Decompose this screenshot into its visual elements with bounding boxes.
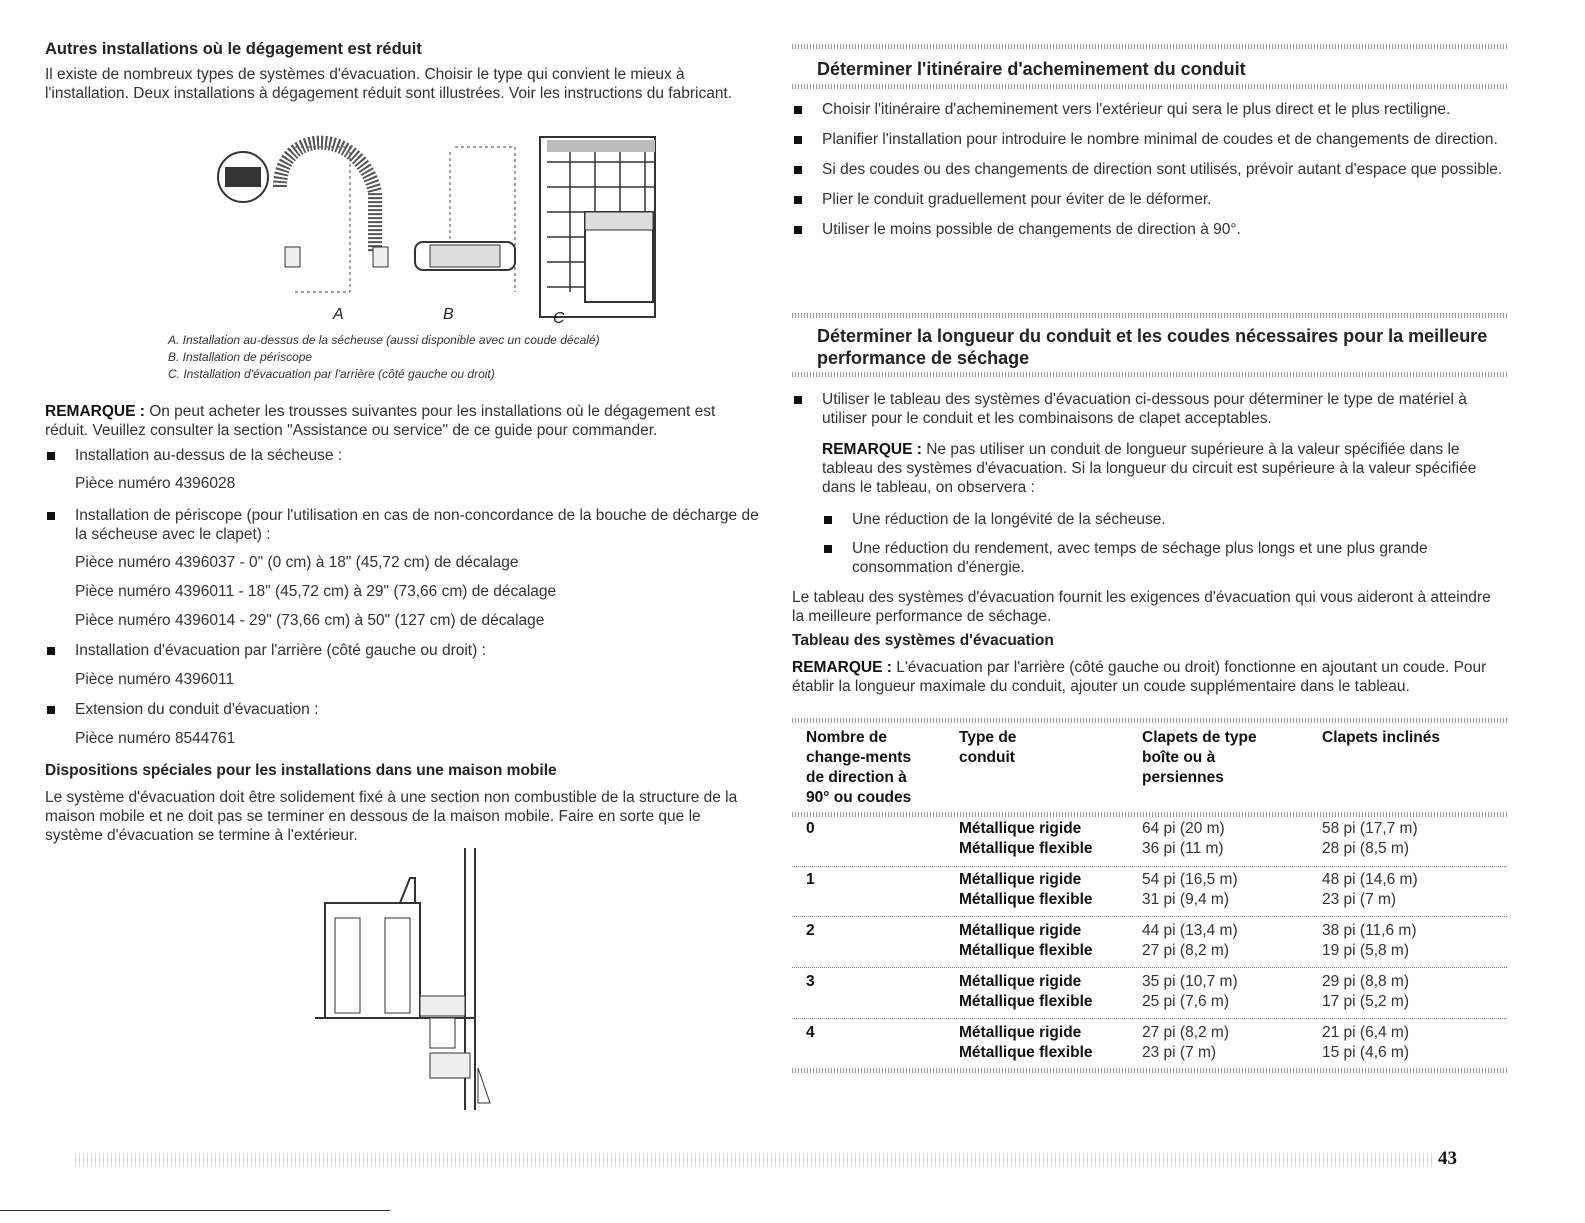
row-box — [1142, 819, 1327, 859]
box-flexible: 23 pi (7 m) — [1142, 1044, 1217, 1061]
divider — [792, 44, 1507, 49]
row-types — [959, 972, 1144, 1012]
consequence-list — [822, 510, 1507, 577]
caption-b: B. Installation de périscope — [168, 350, 313, 364]
divider — [792, 313, 1507, 318]
route-bullet: Choisir l'itinéraire d'acheminement vers l'extérieur qui sera le plus direct et le plus rectiligne. — [792, 100, 1507, 119]
consequence-bullet: Une réduction de la longévité de la sécheuse. — [822, 510, 1507, 529]
type-rigid: Métallique rigide — [959, 922, 1082, 939]
route-bullet: Si des coudes ou des changements de direction sont utilisés, prévoir autant d'espace que possible. — [792, 160, 1507, 179]
row-angled — [1322, 921, 1507, 961]
row-box — [1142, 870, 1327, 910]
row-separator — [792, 866, 1507, 867]
type-rigid: Métallique rigide — [959, 973, 1082, 990]
type-flexible: Métallique flexible — [959, 891, 1093, 908]
type-flexible: Métallique flexible — [959, 993, 1093, 1010]
row-separator — [792, 967, 1507, 968]
intro-paragraph: Il existe de nombreux types de systèmes d'évacuation. Choisir le type qui convient le mieux à l'installation. Deux installations à dégagement réduit sont illustrées. Voir les instructions du fabricant. — [45, 66, 733, 102]
kit-part: Pièce numéro 4396028 — [75, 475, 236, 492]
row-types — [959, 1023, 1144, 1063]
box-rigid: 35 pi (10,7 m) — [1142, 973, 1238, 990]
angled-rigid: 29 pi (8,8 m) — [1322, 973, 1410, 990]
row-elbows: 3 — [806, 973, 815, 990]
figure-label-a: A — [333, 306, 344, 323]
row-separator — [792, 1018, 1507, 1019]
type-rigid: Métallique rigide — [959, 1024, 1082, 1041]
figure-c-illustration — [540, 137, 655, 317]
remarque-text: Ne pas utiliser un conduit de longueur supérieure à la valeur spécifiée dans le tableau des systèmes d'évacuation. Si la longueur du circuit est supérieure à la valeur spécifiée dans le tableau, on observera : — [822, 441, 1477, 496]
remarque-label: REMARQUE : — [792, 659, 892, 676]
header-angled-hoods: Clapets inclinés — [1322, 729, 1441, 746]
mobile-home-paragraph: Le système d'évacuation doit être solidement fixé à une section non combustible de la structure de la maison mobile et ne doit pas se terminer en dessous de la maison mobile. Faire en sorte que le système d'évacuation se termine à l'extérieur. — [45, 789, 738, 844]
row-types — [959, 819, 1144, 859]
type-flexible: Métallique flexible — [959, 840, 1093, 857]
row-angled — [1322, 1023, 1507, 1063]
consequence-bullet: Une réduction du rendement, avec temps de séchage plus longs et une plus grande consommation d'énergie. — [822, 539, 1507, 577]
angled-rigid: 48 pi (14,6 m) — [1322, 871, 1418, 888]
box-flexible: 36 pi (11 m) — [1142, 840, 1224, 857]
row-types — [959, 921, 1144, 961]
remarque-length — [822, 440, 1507, 497]
section-heading-mobile-home: Dispositions spéciales pour les installations dans une maison mobile — [45, 762, 557, 779]
figure-label-c: C — [553, 310, 565, 327]
kit-part: Pièce numéro 4396037 - 0" (0 cm) à 18" (45,72 cm) de décalage — [75, 554, 519, 571]
table-header-rule — [792, 812, 1507, 817]
type-rigid: Métallique rigide — [959, 871, 1082, 888]
divider — [792, 84, 1507, 89]
remarque-rear — [792, 658, 1504, 696]
table-title: Tableau des systèmes d'évacuation — [792, 632, 1054, 649]
header-duct-type: Type de conduit — [959, 729, 1017, 766]
figure-label-b: B — [443, 306, 454, 323]
figure-b-illustration — [415, 147, 515, 292]
row-angled — [1322, 870, 1507, 910]
kit-part: Pièce numéro 4396011 - 18" (45,72 cm) à 29" (73,66 cm) de décalage — [75, 583, 557, 600]
type-flexible: Métallique flexible — [959, 1044, 1093, 1061]
kit-part: Pièce numéro 8544761 — [75, 730, 236, 747]
kit-list — [45, 446, 760, 748]
row-box — [1142, 972, 1327, 1012]
remarque-text: On peut acheter les trousses suivantes pour les installations où le dégagement est réduit. Veuillez consulter la section "Assistance ou service" de ce guide pour commander. — [45, 403, 716, 439]
row-angled — [1322, 819, 1507, 859]
row-separator — [792, 916, 1507, 917]
route-bullets — [792, 100, 1507, 239]
footer-rule — [75, 1153, 1435, 1167]
row-types — [959, 870, 1144, 910]
box-rigid: 54 pi (16,5 m) — [1142, 871, 1238, 888]
remarque-label: REMARQUE : — [45, 403, 145, 420]
box-rigid: 64 pi (20 m) — [1142, 820, 1225, 837]
box-rigid: 27 pi (8,2 m) — [1142, 1024, 1230, 1041]
mobile-home-illustration — [315, 848, 525, 1110]
type-flexible: Métallique flexible — [959, 942, 1093, 959]
row-elbows: 1 — [806, 871, 815, 888]
remarque-text: L'évacuation par l'arrière (côté gauche ou droit) fonctionne en ajoutant un coude. Pour établir la longueur maximale du conduit, ajouter un coude supplémentaire dans le tableau. — [792, 659, 1487, 695]
remarque-label: REMARQUE : — [822, 441, 922, 458]
figure-a-illustration — [218, 143, 388, 292]
kit-part: Pièce numéro 4396011 — [75, 671, 235, 688]
route-bullet: Planifier l'installation pour introduire le nombre minimal de coudes et de changements de direction. — [792, 130, 1507, 149]
kit-title: Installation de périscope (pour l'utilisation en cas de non-concordance de la bouche de décharge de la sécheuse avec le clapet) : — [45, 506, 760, 544]
exhaust-table — [792, 718, 1507, 1078]
table-top-rule — [792, 718, 1507, 723]
header-box-hoods: Clapets de type boîte ou à persiennes — [1142, 729, 1257, 786]
section-heading-duct-route: Déterminer l'itinéraire d'acheminement du conduit — [817, 59, 1246, 79]
row-elbows: 0 — [806, 820, 815, 837]
route-bullet: Utiliser le moins possible de changements de direction à 90°. — [792, 220, 1507, 239]
angled-rigid: 58 pi (17,7 m) — [1322, 820, 1418, 837]
angled-flexible: 19 pi (5,8 m) — [1322, 942, 1410, 959]
box-rigid: 44 pi (13,4 m) — [1142, 922, 1238, 939]
table-bottom-rule — [792, 1068, 1507, 1073]
installation-illustrations — [185, 132, 665, 327]
section-heading-duct-length: Déterminer la longueur du conduit et les coudes nécessaires pour la meilleure performance de séchage — [817, 326, 1488, 368]
angled-rigid: 21 pi (6,4 m) — [1322, 1024, 1410, 1041]
box-flexible: 25 pi (7,6 m) — [1142, 993, 1230, 1010]
row-elbows: 4 — [806, 1024, 815, 1041]
angled-rigid: 38 pi (11,6 m) — [1322, 922, 1417, 939]
angled-flexible: 17 pi (5,2 m) — [1322, 993, 1410, 1010]
box-flexible: 31 pi (9,4 m) — [1142, 891, 1230, 908]
caption-c: C. Installation d'évacuation par l'arrière (côté gauche ou droit) — [168, 367, 495, 381]
section-heading-reduced-clearance: Autres installations où le dégagement est réduit — [45, 40, 422, 58]
header-elbows: Nombre de change-ments de direction à 90° ou coudes — [806, 729, 912, 806]
divider — [792, 372, 1507, 377]
row-box — [1142, 1023, 1327, 1063]
kit-title: Installation d'évacuation par l'arrière (côté gauche ou droit) : — [45, 641, 760, 660]
route-bullet: Plier le conduit graduellement pour éviter de le déformer. — [792, 190, 1507, 209]
box-flexible: 27 pi (8,2 m) — [1142, 942, 1230, 959]
row-box — [1142, 921, 1327, 961]
table-usage-bullet: Utiliser le tableau des systèmes d'évacuation ci-dessous pour déterminer le type de matériel à utiliser pour le conduit et les combinaisons de clapet acceptables. — [792, 390, 1507, 428]
row-elbows: 2 — [806, 922, 815, 939]
table-intro: Le tableau des systèmes d'évacuation fournit les exigences d'évacuation qui vous aideront à atteindre la meilleure performance de séchage. — [792, 589, 1491, 625]
row-angled — [1322, 972, 1507, 1012]
remarque-kits — [45, 402, 760, 440]
page-number: 43 — [1438, 1148, 1457, 1169]
bottom-edge-line — [0, 1210, 390, 1211]
angled-flexible: 15 pi (4,6 m) — [1322, 1044, 1410, 1061]
angled-flexible: 23 pi (7 m) — [1322, 891, 1397, 908]
kit-title: Extension du conduit d'évacuation : — [45, 700, 760, 719]
caption-a: A. Installation au-dessus de la sécheuse (aussi disponible avec un coude décalé) — [168, 333, 600, 347]
kit-title: Installation au-dessus de la sécheuse : — [45, 446, 760, 465]
figure-captions — [168, 332, 758, 383]
type-rigid: Métallique rigide — [959, 820, 1082, 837]
angled-flexible: 28 pi (8,5 m) — [1322, 840, 1410, 857]
kit-part: Pièce numéro 4396014 - 29" (73,66 cm) à 50" (127 cm) de décalage — [75, 612, 545, 629]
